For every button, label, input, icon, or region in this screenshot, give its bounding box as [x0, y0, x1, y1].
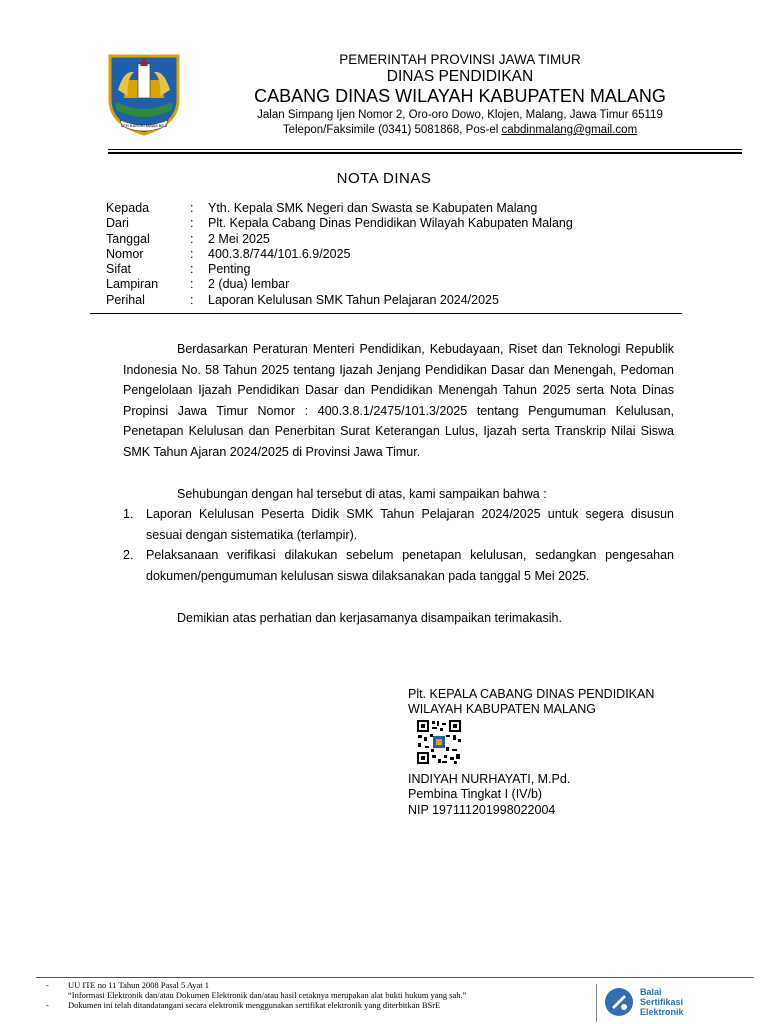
header-rule-thick: [108, 152, 742, 154]
header-contact: [210, 124, 710, 136]
meta-row-tanggal: [106, 232, 573, 247]
header-office: DINAS PENDIDIKAN: [386, 68, 534, 85]
email-link[interactable]: cabdinmalang@gmail.com: [501, 124, 638, 136]
meta-colon: :: [190, 231, 194, 246]
meta-colon: :: [190, 246, 194, 261]
body-paragraph-2: Sehubungan dengan hal tersebut di atas, kami sampaikan bahwa :: [177, 486, 547, 501]
meta-row-dari: [106, 216, 573, 231]
signatory-nip: NIP 197111201998022004: [408, 802, 556, 817]
memo-body: [123, 339, 674, 628]
meta-value: 400.3.8/744/101.6.9/2025: [208, 246, 351, 261]
footer-divider: [596, 984, 597, 1022]
signatory: [408, 772, 570, 818]
bsre-icon: [604, 987, 634, 1017]
footer-quote: “Informasi Elektronik dan/atau Dokumen Elektronik dan/atau hasil cetaknya merupakan alat bukti hukum yang sah.”: [68, 990, 467, 1000]
meta-label: Perihal: [106, 292, 145, 307]
meta-row-nomor: [106, 247, 573, 262]
body-paragraph-1: Berdasarkan Peraturan Menteri Pendidikan, Kebudayaan, Riset dan Teknologi Republik Indonesia No. 58 Tahun 2025 tentang Ijazah Jenjang Pendidikan Dasar dan Menengah, Pedoman Pengelolaan Ijazah Pendidikan Dasar dan Pendidikan Menengah Tahun 2025 serta Nota Dinas Propinsi Jawa Timur Nomor : 400.3.8.1/2475/101.3/2025 tentang Pengumuman Kelulusan, Penetapan Kelulusan dan Penerbitan Surat Keterangan Lulus, Ijazah serta Transkrip Nilai Siswa SMK Tahun Ajaran 2024/2025 di Provinsi Jawa Timur.: [123, 342, 674, 459]
signatory-rank: Pembina Tingkat I (IV/b): [408, 787, 543, 802]
meta-value: Penting: [208, 262, 251, 277]
meta-row-perihal: [106, 293, 573, 308]
footer-law: UU ITE no 11 Tahun 2008 Pasal 5 Ayat 1: [68, 980, 209, 990]
bsre-label-line1: Balai: [640, 987, 662, 997]
meta-label: Kepada: [106, 201, 150, 215]
memo-meta: [106, 201, 573, 308]
footer-notice: [36, 980, 596, 1010]
list-number: 1.: [123, 507, 134, 522]
header-rule-thin: [108, 149, 742, 150]
meta-row-kepada: [106, 201, 573, 216]
footer-bullet: -: [46, 980, 49, 990]
meta-value: 2 (dua) lembar: [208, 277, 290, 292]
footer-bullet: -: [46, 1000, 49, 1010]
list-item: [123, 545, 674, 586]
bsre-logo: [604, 984, 754, 1020]
header-address: Jalan Simpang Ijen Nomor 2, Oro-oro Dowo, Klojen, Malang, Jawa Timur 65119: [257, 109, 663, 121]
bsre-label-line3: Elektronik: [640, 1007, 684, 1017]
list-number: 2.: [123, 548, 134, 563]
signatory-name: INDIYAH NURHAYATI, M.Pd.: [408, 772, 571, 786]
meta-label: Tanggal: [106, 231, 150, 246]
meta-colon: :: [190, 201, 194, 215]
qr-code-icon: [416, 719, 462, 765]
signature-title: [408, 687, 654, 718]
meta-colon: :: [190, 277, 194, 292]
meta-value: 2 Mei 2025: [208, 231, 270, 246]
province-logo: [104, 50, 184, 136]
seal-motto: JER BASUKI MAWA BEA: [121, 123, 167, 128]
footer-line: [36, 980, 596, 990]
footer-rule: [36, 977, 754, 978]
bsre-label: [640, 987, 684, 1017]
meta-value: Yth. Kepala SMK Negeri dan Swasta se Kabupaten Malang: [208, 201, 538, 215]
meta-value: Plt. Kepala Cabang Dinas Pendidikan Wilayah Kabupaten Malang: [208, 216, 573, 231]
signature-title-line2: WILAYAH KABUPATEN MALANG: [408, 702, 597, 717]
meta-colon: :: [190, 262, 194, 277]
meta-value: Laporan Kelulusan SMK Tahun Pelajaran 2024/2025: [208, 292, 499, 307]
body-closing: Demikian atas perhatian dan kerjasamanya disampaikan terimakasih.: [177, 610, 562, 625]
meta-label: Nomor: [106, 246, 144, 261]
meta-label: Dari: [106, 216, 129, 231]
meta-row-sifat: [106, 262, 573, 277]
meta-row-lampiran: [106, 277, 573, 292]
document-title: NOTA DINAS: [336, 170, 432, 187]
bsre-label-line2: Sertifikasi: [640, 997, 684, 1007]
footer-line: [36, 990, 596, 1000]
body-list: [123, 504, 674, 586]
list-item: [123, 504, 674, 545]
signature-title-line1: Plt. KEPALA CABANG DINAS PENDIDIKAN: [408, 687, 655, 701]
header-phone: Telepon/Faksimile (0341) 5081868, Pos-el: [282, 124, 502, 136]
meta-label: Lampiran: [106, 277, 159, 292]
meta-colon: :: [190, 292, 194, 307]
header-government: PEMERINTAH PROVINSI JAWA TIMUR: [339, 52, 581, 67]
footer-line: [36, 1000, 596, 1010]
meta-colon: :: [190, 216, 194, 231]
header-branch: CABANG DINAS WILAYAH KABUPATEN MALANG: [254, 86, 666, 106]
list-text: Pelaksanaan verifikasi dilakukan sebelum penetapan kelulusan, sedangkan pengesahan dokumen/pengumuman kelulusan siswa dilaksanakan pada tanggal 5 Mei 2025.: [146, 548, 674, 583]
meta-divider: [90, 313, 682, 314]
list-text: Laporan Kelulusan Peserta Didik SMK Tahun Pelajaran 2024/2025 untuk segera disusun sesuai dengan sistematika (terlampir).: [146, 507, 674, 542]
meta-label: Sifat: [106, 262, 132, 277]
footer-esign-note: Dokumen ini telah ditandatangani secara elektronik menggunakan sertifikat elektronik yang diterbitkan BSrE: [68, 1000, 441, 1010]
